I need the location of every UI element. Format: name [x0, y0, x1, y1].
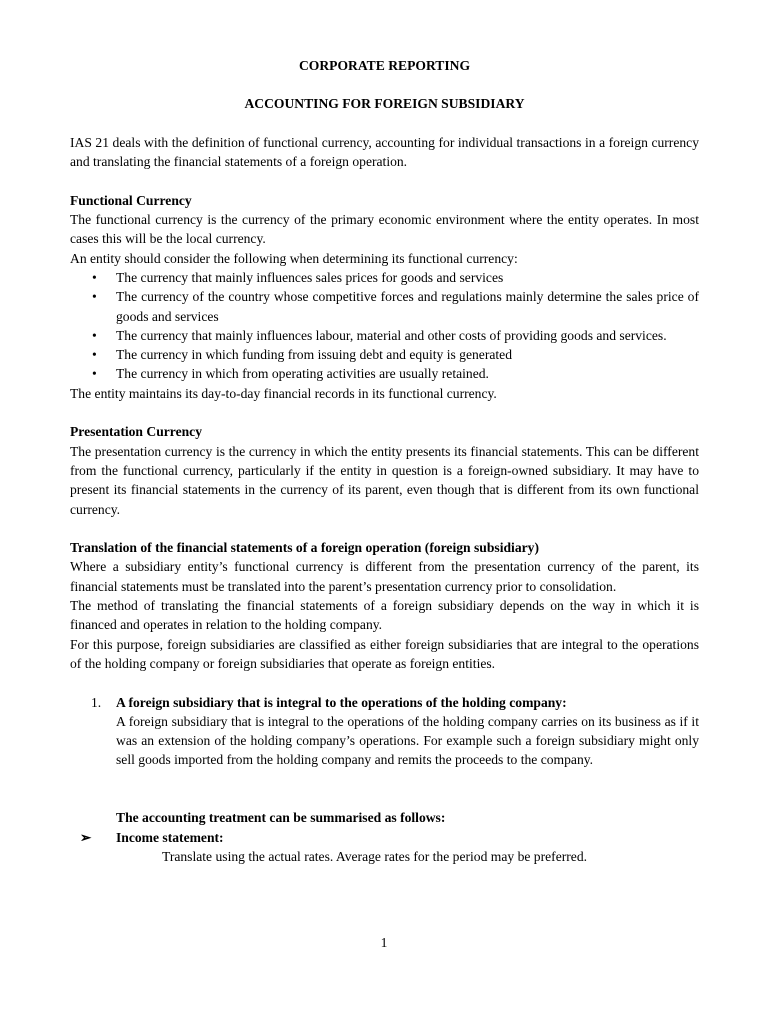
- list-item-text: The currency in which funding from issuing debt and equity is generated: [116, 347, 512, 363]
- bullet-icon: •: [92, 347, 97, 363]
- document-title: CORPORATE REPORTING: [298, 58, 471, 73]
- list-item: [92, 268, 699, 287]
- translation-paragraph-1: Where a subsidiary entity’s functional currency is different from the presentation currency of the parent, its financial statements must be translated into the parent’s presentation currency prior to consolidation.: [70, 559, 699, 594]
- accounting-treatment-heading: The accounting treatment can be summarised as follows:: [116, 810, 446, 826]
- list-item: [92, 326, 699, 345]
- bullet-icon: •: [92, 269, 97, 285]
- arrow-bullet-icon: ➢: [80, 829, 92, 845]
- integral-subsidiary-heading: A foreign subsidiary that is integral to the operations of the holding company:: [116, 694, 567, 710]
- presentation-currency-paragraph: The presentation currency is the currency in which the entity presents its financial statements. This can be different from the functional currency, particularly if the entity in question is a foreign-owned subsidiary. It may have to present its financial statements in the currency of its parent, even though that is different from its own functional currency.: [70, 443, 699, 517]
- page-number: 1: [380, 935, 388, 950]
- list-number: 1.: [91, 694, 102, 710]
- list-item: [92, 287, 699, 326]
- document-subtitle: ACCOUNTING FOR FOREIGN SUBSIDIARY: [244, 96, 525, 112]
- subsidiary-type-list: [70, 693, 699, 770]
- income-statement-item: [70, 828, 699, 847]
- list-item-text: The currency that mainly influences labour, material and other costs of providing goods and services.: [116, 327, 667, 343]
- bullet-icon: •: [92, 289, 97, 305]
- presentation-currency-heading: Presentation Currency: [70, 424, 203, 440]
- functional-currency-heading: Functional Currency: [70, 192, 192, 208]
- income-statement-text: Translate using the actual rates. Average rates for the period may be preferred.: [162, 848, 588, 864]
- functional-currency-considerations: An entity should consider the following when determining its functional currency:: [70, 250, 518, 266]
- functional-currency-definition: The functional currency is the currency of the primary economic environment where the entity operates. In most cases this will be the local currency.: [70, 212, 699, 247]
- bullet-icon: •: [92, 366, 97, 382]
- translation-paragraph-2: The method of translating the financial statements of a foreign subsidiary depends on the way in which it is financed and operates in relation to the holding company.: [70, 598, 699, 633]
- income-statement-label: Income statement:: [116, 829, 224, 845]
- functional-currency-closing: The entity maintains its day-to-day financial records in its functional currency.: [70, 385, 497, 401]
- translation-paragraph-3: For this purpose, foreign subsidiaries are classified as either foreign subsidiaries that are integral to the operations of the holding company or foreign subsidiaries that operate as foreign entities.: [70, 636, 699, 671]
- list-item-text: The currency that mainly influences sales prices for goods and services: [116, 269, 504, 285]
- translation-heading: Translation of the financial statements of a foreign operation (foreign subsidiary): [70, 540, 539, 556]
- list-item: [92, 364, 699, 383]
- intro-paragraph: IAS 21 deals with the definition of functional currency, accounting for individual transactions in a foreign currency and translating the financial statements of a foreign operation.: [70, 134, 699, 170]
- document-page: [70, 56, 699, 866]
- list-item-text: The currency of the country whose competitive forces and regulations mainly determine the sales price of goods and services: [116, 289, 699, 324]
- list-item: [92, 345, 699, 364]
- list-item-text: The currency in which from operating activities are usually retained.: [116, 366, 489, 382]
- bullet-icon: •: [92, 327, 97, 343]
- integral-subsidiary-description: A foreign subsidiary that is integral to the operations of the holding company carries on its business as if it was an extension of the holding company’s operations. For example such a foreign subsidiary might only sell goods imported from the holding company and remits the proceeds to the company.: [116, 713, 699, 768]
- functional-currency-bullet-list: [70, 268, 699, 384]
- list-item: [91, 693, 699, 770]
